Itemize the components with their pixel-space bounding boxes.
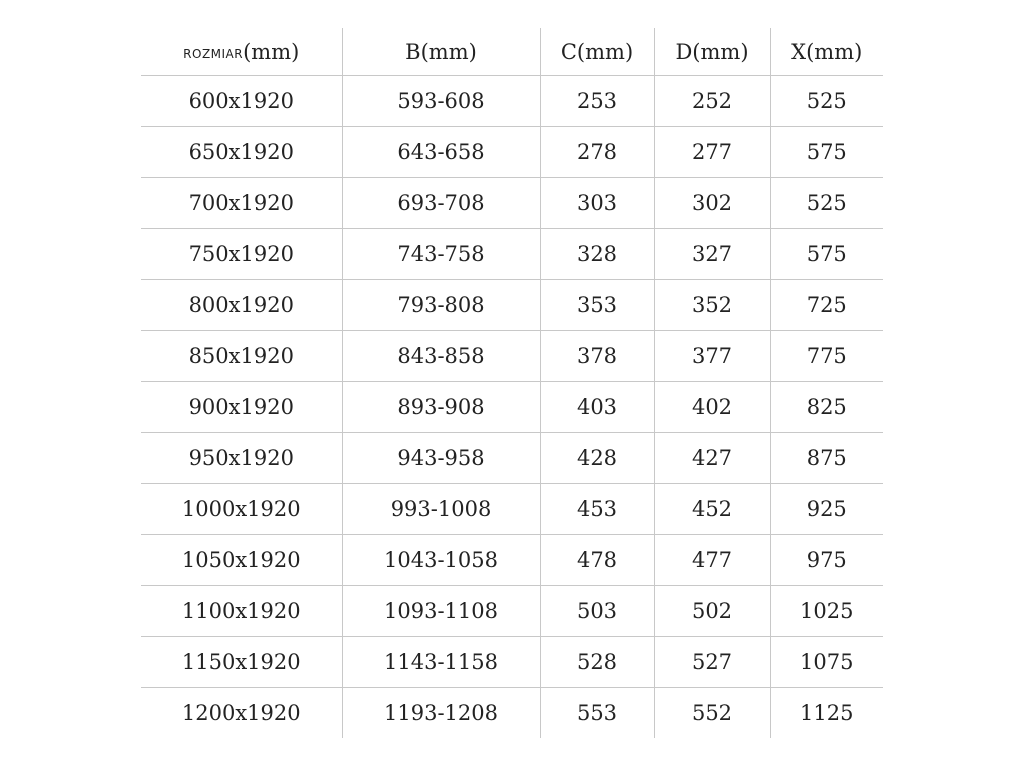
cell-c: 553 [540,688,654,739]
cell-b: 943-958 [342,433,540,484]
header-size-unit: (mm) [243,39,300,64]
cell-d: 327 [654,229,770,280]
header-size-prefix: ROZMIAR [183,46,244,61]
cell-size: 1000x1920 [141,484,342,535]
table-row [141,433,883,484]
cell-d: 477 [654,535,770,586]
table-row [141,331,883,382]
cell-x: 525 [770,178,883,229]
cell-b: 843-858 [342,331,540,382]
cell-c: 453 [540,484,654,535]
cell-b: 793-808 [342,280,540,331]
cell-x: 575 [770,229,883,280]
table-row [141,76,883,127]
cell-d: 502 [654,586,770,637]
table-body [141,76,883,739]
cell-c: 378 [540,331,654,382]
cell-c: 503 [540,586,654,637]
table-row [141,586,883,637]
cell-d: 302 [654,178,770,229]
cell-size: 700x1920 [141,178,342,229]
header-size [141,28,342,76]
cell-d: 402 [654,382,770,433]
cell-x: 925 [770,484,883,535]
cell-b: 993-1008 [342,484,540,535]
cell-c: 428 [540,433,654,484]
table-row [141,637,883,688]
cell-b: 643-658 [342,127,540,178]
cell-size: 850x1920 [141,331,342,382]
cell-b: 593-608 [342,76,540,127]
cell-d: 527 [654,637,770,688]
table-row [141,688,883,739]
header-b: B(mm) [342,28,540,76]
cell-size: 900x1920 [141,382,342,433]
cell-c: 303 [540,178,654,229]
header-x: X(mm) [770,28,883,76]
cell-x: 875 [770,433,883,484]
dimensions-table [141,28,883,738]
header-c: C(mm) [540,28,654,76]
cell-d: 277 [654,127,770,178]
header-row [141,28,883,76]
table-header [141,28,883,76]
cell-d: 552 [654,688,770,739]
cell-b: 1143-1158 [342,637,540,688]
table-row [141,535,883,586]
cell-c: 253 [540,76,654,127]
cell-b: 693-708 [342,178,540,229]
cell-d: 352 [654,280,770,331]
cell-x: 1025 [770,586,883,637]
cell-b: 1193-1208 [342,688,540,739]
cell-d: 252 [654,76,770,127]
cell-c: 403 [540,382,654,433]
cell-x: 725 [770,280,883,331]
cell-x: 575 [770,127,883,178]
header-d: D(mm) [654,28,770,76]
table-row [141,229,883,280]
cell-size: 650x1920 [141,127,342,178]
cell-b: 1093-1108 [342,586,540,637]
cell-c: 478 [540,535,654,586]
table-row [141,178,883,229]
table-row [141,127,883,178]
cell-c: 353 [540,280,654,331]
cell-c: 528 [540,637,654,688]
cell-size: 750x1920 [141,229,342,280]
cell-x: 975 [770,535,883,586]
cell-x: 775 [770,331,883,382]
cell-b: 893-908 [342,382,540,433]
cell-size: 1200x1920 [181,701,301,725]
cell-c: 328 [540,229,654,280]
cell-d: 377 [654,331,770,382]
cell-b: 743-758 [342,229,540,280]
cell-size: 1050x1920 [141,535,342,586]
cell-x: 1075 [770,637,883,688]
cell-size: 800x1920 [141,280,342,331]
cell-size: 600x1920 [141,76,342,127]
table-row [141,484,883,535]
cell-d: 452 [654,484,770,535]
cell-d: 427 [654,433,770,484]
cell-size: 950x1920 [141,433,342,484]
cell-b: 1043-1058 [342,535,540,586]
cell-x: 1125 [770,688,883,739]
cell-x: 525 [770,76,883,127]
table-row [141,280,883,331]
cell-c: 278 [540,127,654,178]
cell-size: 1150x1920 [141,637,342,688]
cell-size: 1100x1920 [141,586,342,637]
cell-x: 825 [770,382,883,433]
table-row [141,382,883,433]
